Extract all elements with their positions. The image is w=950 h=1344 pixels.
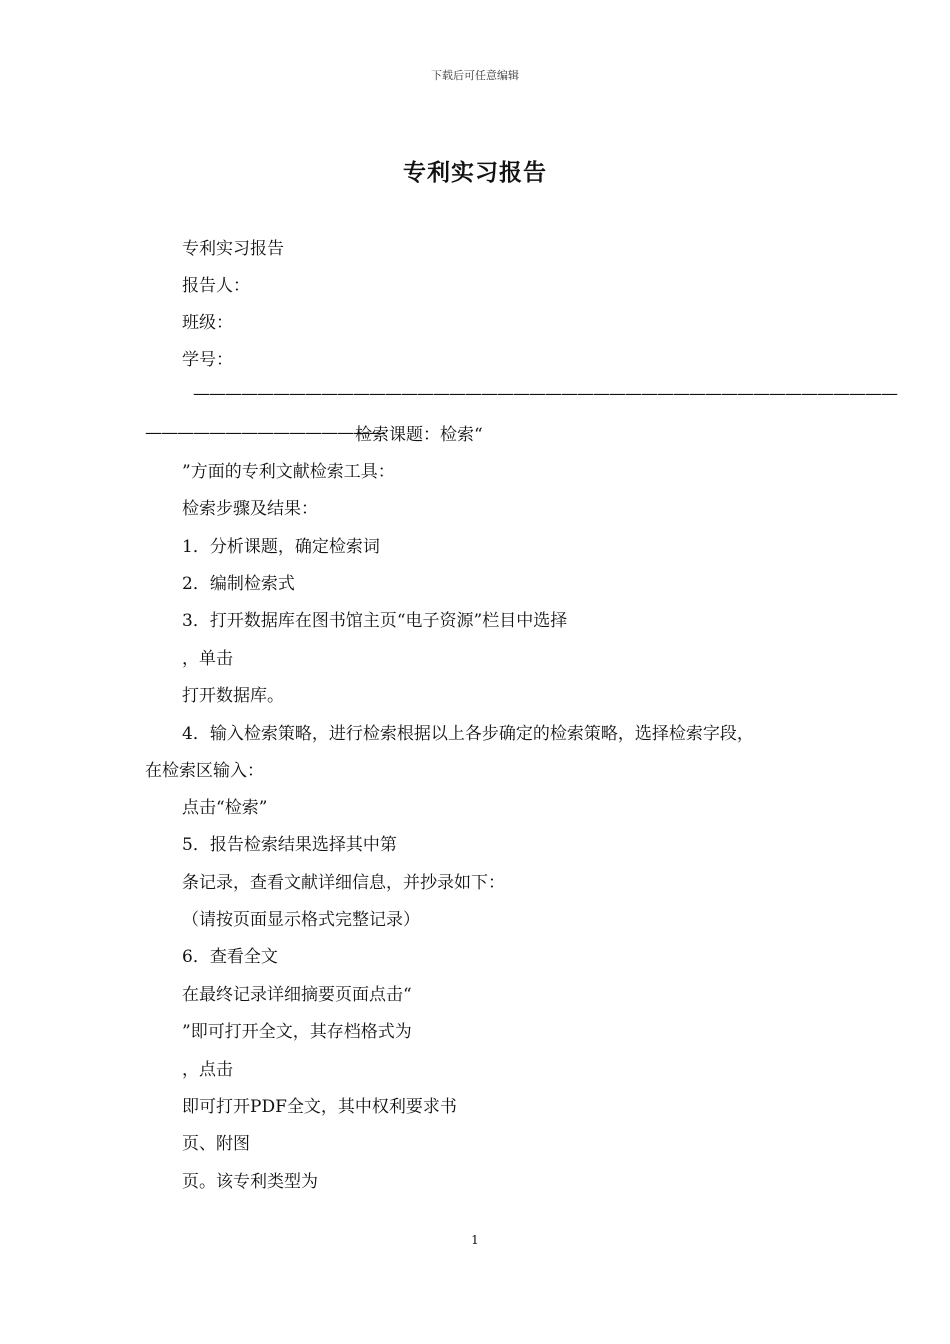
- list-item: 2．编制检索式: [182, 574, 295, 594]
- paragraph-line: 点击“检索”: [182, 798, 268, 818]
- page-header: 下载后可任意编辑: [431, 69, 519, 82]
- paragraph-line: ”方面的专利文献检索工具：: [182, 462, 395, 482]
- paragraph-line: 页。该专利类型为: [182, 1172, 318, 1192]
- paragraph-line: 在检索区输入：: [145, 761, 264, 781]
- paragraph-line: 专利实习报告: [182, 239, 284, 259]
- paragraph-line: ，单击: [182, 649, 233, 669]
- list-item: 1．分析课题，确定检索词: [182, 537, 380, 557]
- paragraph-line: 条记录，查看文献详细信息，并抄录如下：: [182, 873, 505, 893]
- list-item: 5．报告检索结果选择其中第: [182, 835, 397, 855]
- document-title: 专利实习报告: [403, 159, 547, 186]
- paragraph-line: 页、附图: [182, 1134, 250, 1154]
- list-item: 6．查看全文: [182, 947, 278, 967]
- paragraph-line: 班级：: [182, 313, 233, 333]
- paragraph-line: ，点击: [182, 1060, 233, 1080]
- list-item: 3．打开数据库在图书馆主页“电子资源”栏目中选择: [182, 611, 568, 631]
- paragraph-line: ”即可打开全文，其存档格式为: [182, 1022, 412, 1042]
- paragraph-line: 检索课题：检索“: [355, 425, 483, 445]
- separator-dashes: ————————————————————————————————————————————: [193, 384, 897, 404]
- paragraph-line: 打开数据库。: [182, 686, 284, 706]
- paragraph-line: 学号：: [182, 350, 233, 370]
- paragraph-line: 报告人：: [182, 276, 250, 296]
- page-number: 1: [471, 1233, 479, 1247]
- separator-dashes: ———————————————: [145, 423, 385, 443]
- paragraph-line: 检索步骤及结果：: [182, 499, 318, 519]
- paragraph-line: 即可打开PDF全文，其中权利要求书: [182, 1097, 457, 1117]
- paragraph-line: 在最终记录详细摘要页面点击“: [182, 985, 412, 1005]
- list-item: 4．输入检索策略，进行检索根据以上各步确定的检索策略，选择检索字段，: [182, 724, 754, 744]
- paragraph-line: （请按页面显示格式完整记录）: [182, 910, 420, 930]
